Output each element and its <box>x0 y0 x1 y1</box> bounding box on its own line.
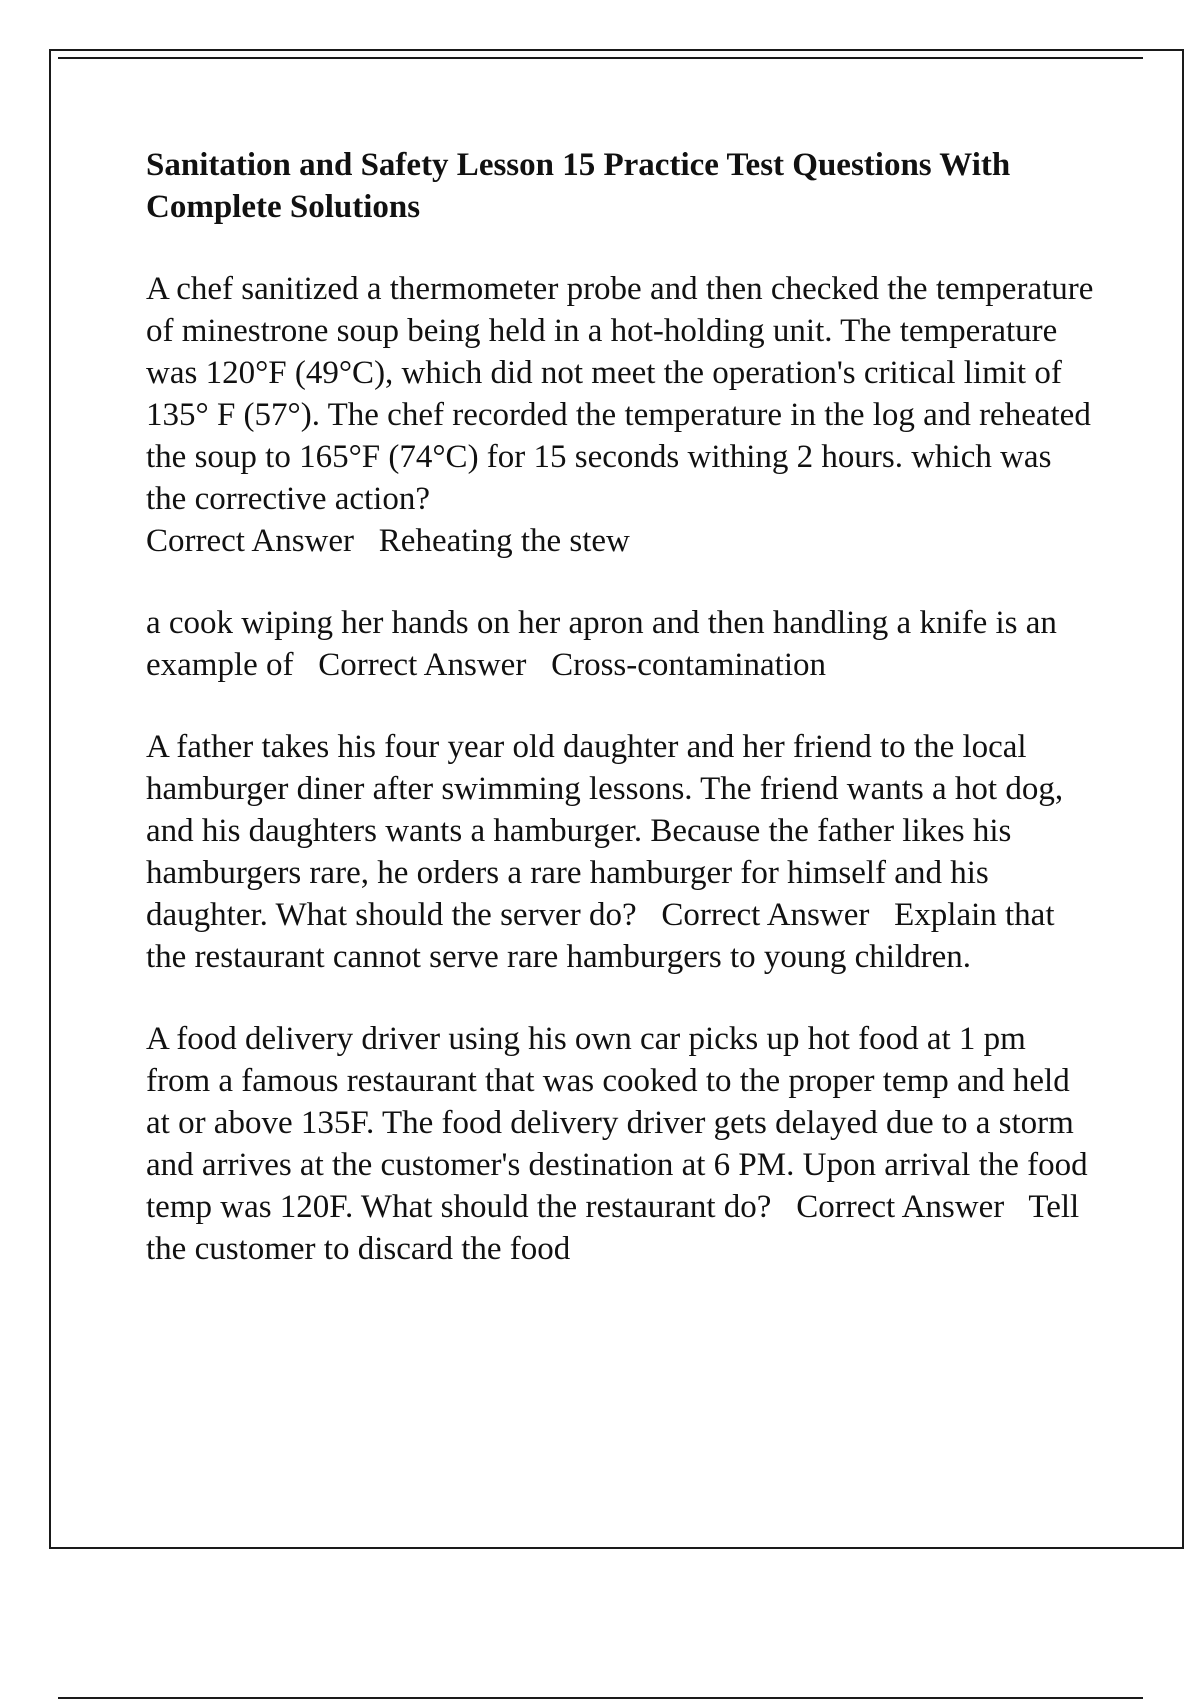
qa-item-3 <box>146 726 1096 978</box>
correct-answer-label: Correct Answer <box>146 523 355 559</box>
qa-item-1 <box>146 268 1102 562</box>
qa-item-4 <box>146 1018 1096 1270</box>
correct-answer-label: Correct Answer <box>796 1189 1005 1225</box>
correct-answer-label: Correct Answer <box>661 897 870 933</box>
answer-text: Explain that the restaurant cannot serve rare hamburgers to young children. <box>146 897 1063 975</box>
question-text: a cook wiping her hands on her apron and then handling a knife is an example of <box>146 605 1066 683</box>
bottom-rule <box>58 1697 1143 1699</box>
correct-answer-label: Correct Answer <box>318 647 527 683</box>
question-text: A food delivery driver using his own car picks up hot food at 1 pm from a famous restaurant that was cooked to the proper temp and held at or above 135F. The food delivery driver gets delayed due to a storm and arrives at the customer's destination at 6 PM. Upon arrival the food temp was 120F. What should the restaurant do? <box>146 1021 1096 1225</box>
top-rule <box>58 57 1143 59</box>
answer-text: Reheating the stew <box>378 523 630 559</box>
question-text: A chef sanitized a thermometer probe and then checked the temperature of minestrone soup being held in a hot-holding unit. The temperature was 120°F (49°C), which did not meet the operation's critical limit of 135° F (57°). The chef recorded the temperature in the log and reheated the soup to 165°F (74°C) for 15 seconds withing 2 hours. which was the corrective action? <box>146 271 1102 517</box>
document-body <box>146 144 1102 1310</box>
answer-text: Tell the customer to discard the food <box>146 1189 1088 1267</box>
document-title: Sanitation and Safety Lesson 15 Practice Test Questions With Complete Solutions <box>146 147 1011 225</box>
answer-text: Cross-contamination <box>551 647 827 683</box>
question-text: A father takes his four year old daughter and her friend to the local hamburger diner after swimming lessons. The friend wants a hot dog, and his daughters wants a hamburger. Because the father likes his hamburgers rare, he orders a rare hamburger for himself and his daughter. What should the server do? <box>146 729 1072 933</box>
qa-item-2 <box>146 602 1096 686</box>
